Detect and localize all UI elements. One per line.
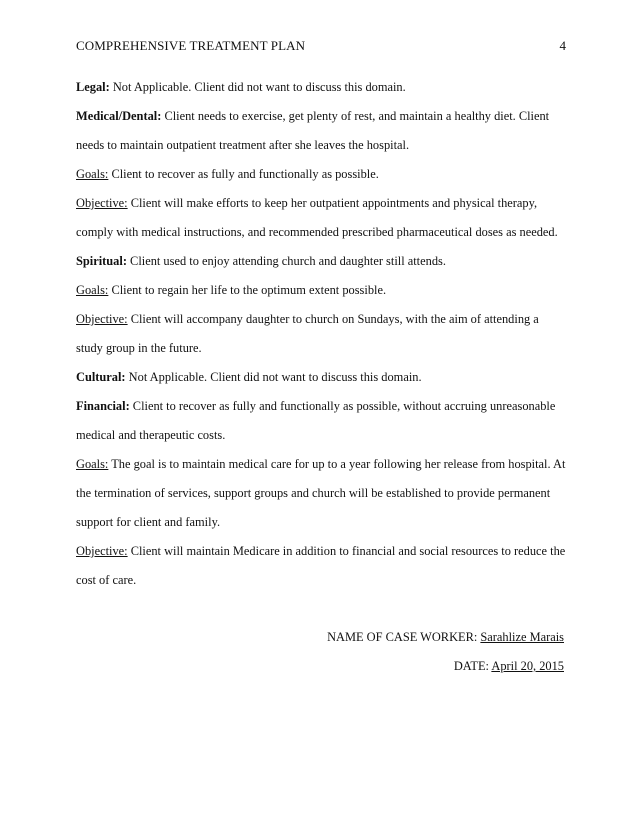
objective-text: Client will make efforts to keep her outpatient appointments and physical therapy, comply with medical instructions, and recommended prescribed pharmaceutical doses as needed. bbox=[76, 196, 558, 239]
goals-text: Client to recover as fully and functionally as possible. bbox=[108, 167, 379, 181]
spiritual-paragraph bbox=[76, 247, 566, 276]
medical-goals bbox=[76, 160, 566, 189]
spiritual-text: Client used to enjoy attending church and daughter still attends. bbox=[126, 254, 446, 268]
financial-paragraph bbox=[76, 392, 566, 450]
goals-label: Goals: bbox=[76, 167, 109, 181]
legal-paragraph bbox=[76, 73, 566, 102]
goals-text: The goal is to maintain medical care for up to a year following her release from hospital. At the termination of services, support groups and church will be established to provide permanent support for client and family. bbox=[76, 457, 566, 529]
cultural-text: Not Applicable. Client did not want to discuss this domain. bbox=[125, 370, 422, 384]
legal-text: Not Applicable. Client did not want to discuss this domain. bbox=[109, 80, 406, 94]
medical-objective bbox=[76, 189, 566, 247]
case-worker-name: Sarahlize Marais bbox=[480, 630, 564, 644]
medical-label: Medical/Dental: bbox=[76, 109, 162, 123]
objective-text: Client will accompany daughter to church on Sundays, with the aim of attending a study group in the future. bbox=[76, 312, 539, 355]
date-line bbox=[454, 659, 564, 674]
medical-paragraph bbox=[76, 102, 566, 160]
case-worker-label: NAME OF CASE WORKER: bbox=[327, 630, 481, 644]
date-label: DATE: bbox=[453, 659, 492, 673]
spiritual-label: Spiritual: bbox=[76, 254, 127, 268]
financial-text: Client to recover as fully and functionally as possible, without accruing unreasonable medical and therapeutic costs. bbox=[76, 399, 556, 442]
spiritual-objective bbox=[76, 305, 566, 363]
goals-text: Client to regain her life to the optimum extent possible. bbox=[108, 283, 387, 297]
objective-label: Objective: bbox=[76, 312, 128, 326]
document-body bbox=[76, 73, 566, 595]
objective-label: Objective: bbox=[76, 196, 128, 210]
case-worker-line bbox=[327, 630, 564, 645]
financial-label: Financial: bbox=[76, 399, 130, 413]
cultural-label: Cultural: bbox=[76, 370, 126, 384]
medical-text: Client needs to exercise, get plenty of rest, and maintain a healthy diet. Client needs to maintain outpatient treatment after she leaves the hospital. bbox=[76, 109, 550, 152]
objective-text: Client will maintain Medicare in addition to financial and social resources to reduce the cost of care. bbox=[76, 544, 566, 587]
financial-objective bbox=[76, 537, 566, 595]
legal-label: Legal: bbox=[76, 80, 110, 94]
spiritual-goals bbox=[76, 276, 566, 305]
goals-label: Goals: bbox=[76, 457, 109, 471]
page-number: 4 bbox=[559, 38, 566, 53]
financial-goals bbox=[76, 450, 566, 537]
goals-label: Goals: bbox=[76, 283, 109, 297]
date-value: April 20, 2015 bbox=[491, 659, 564, 673]
objective-label: Objective: bbox=[76, 544, 128, 558]
document-title: COMPREHENSIVE TREATMENT PLAN bbox=[76, 38, 306, 53]
cultural-paragraph bbox=[76, 363, 566, 392]
